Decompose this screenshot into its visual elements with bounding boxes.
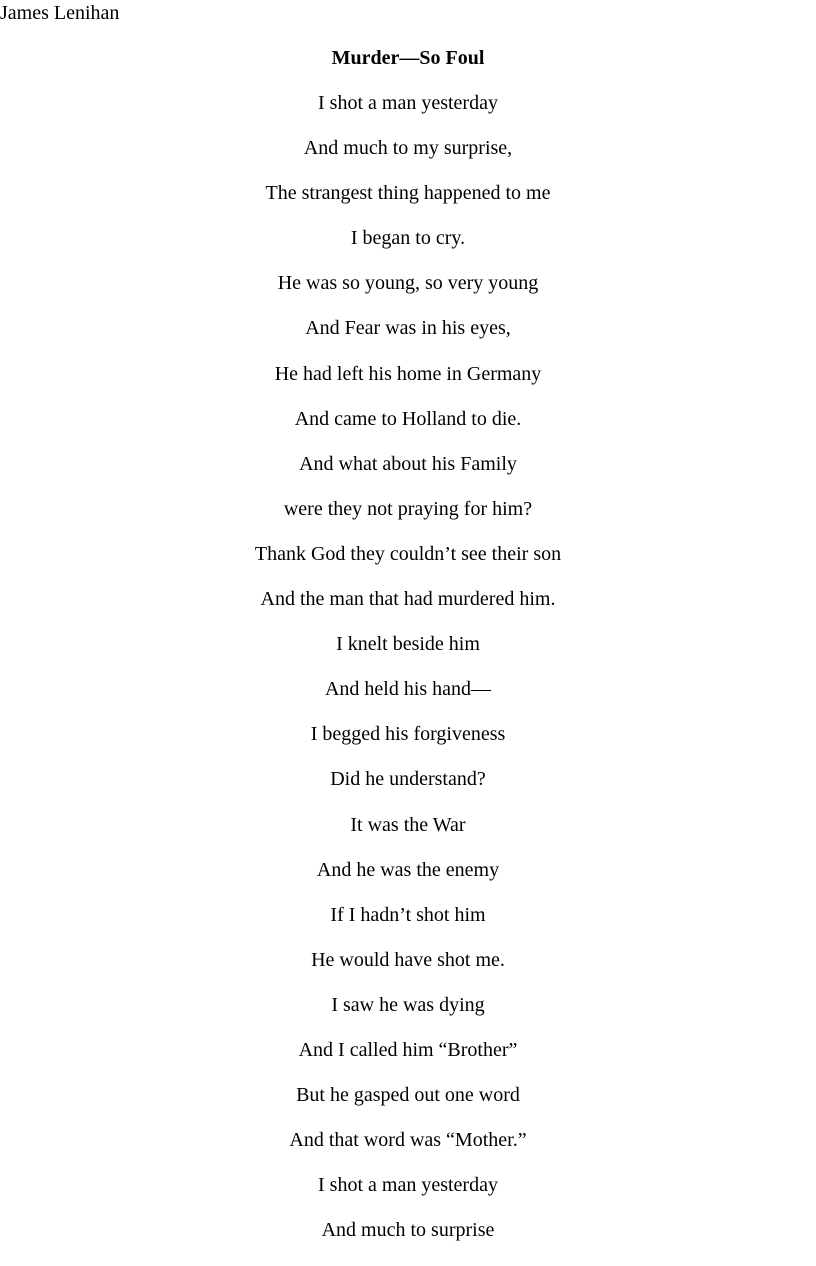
poem-line: And what about his Family [299, 452, 517, 475]
poem-line: I shot a man yesterday [318, 1174, 498, 1197]
poem-line: Thank God they couldn’t see their son [254, 542, 562, 565]
poem-line: And held his hand— [324, 678, 492, 701]
author-name: James Lenihan [0, 2, 120, 24]
poem-line: He was so young, so very young [277, 272, 539, 295]
poem-line: I knelt beside him [336, 633, 480, 656]
poem-line: If I hadn’t shot him [330, 903, 486, 926]
poem-line: Did he understand? [330, 768, 486, 791]
poem-line: The strangest thing happened to me [265, 182, 551, 205]
poem-line: I begged his forgiveness [310, 723, 506, 746]
poem-line: He had left his home in Germany [274, 362, 542, 385]
poem-line: And came to Holland to die. [294, 407, 522, 430]
poem-line: And much to surprise [321, 1219, 495, 1242]
poem-line: And he was the enemy [316, 858, 500, 881]
poem-line: I began to cry. [350, 227, 466, 250]
poem-line: And the man that had murdered him. [260, 588, 556, 611]
poem-line: were they not praying for him? [283, 497, 533, 520]
poem-line: And Fear was in his eyes, [305, 317, 511, 340]
poem-line: And I called him “Brother” [298, 1038, 518, 1061]
poem-line: And much to my surprise, [303, 137, 513, 160]
poem-title: Murder—So Foul [331, 47, 485, 69]
poem-line: But he gasped out one word [296, 1084, 520, 1107]
poem-line: I shot a man yesterday [318, 92, 498, 114]
poem-line: He would have shot me. [311, 948, 505, 971]
poem-line: It was the War [350, 813, 466, 836]
poem-line: And that word was “Mother.” [289, 1129, 527, 1152]
poem-line: I saw he was dying [331, 993, 485, 1016]
poem [0, 45, 816, 1262]
